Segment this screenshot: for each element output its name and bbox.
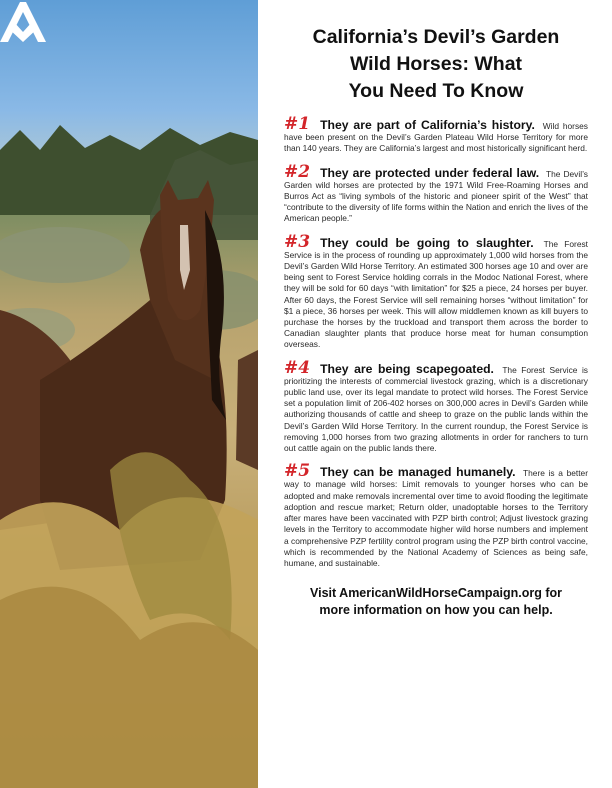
point-3 <box>284 231 588 351</box>
title-line-3: You Need To Know <box>348 80 524 102</box>
point-1 <box>284 114 588 155</box>
point-heading: They are protected under federal law. <box>320 165 540 180</box>
cta-line-1: Visit AmericanWildHorseCampaign.org for <box>309 586 563 601</box>
cta-line-2: more information on how you can help. <box>319 603 553 618</box>
point-heading: They can be managed humanely. <box>320 465 516 480</box>
page-title <box>284 24 588 105</box>
article <box>284 24 588 619</box>
point-body: The Forest Service is prioritizing the interests of commercial livestock grazing, which is a discretionary public land use, over its legal mandate to protect wild horses. The Forest Service set a population limit of 206-402 horses on 300,000 acres in Devil’s Garden while authorizing thousands of cattle and sheep to graze on the public lands within the Devil’s Garden Wild Horse Territory. In the current roundup, the Forest Service is removing 1,000 horses from two grazing allotments in order for ranchers to turn out cattle again on the public lands there. <box>284 364 588 454</box>
point-number: #3 <box>284 231 311 252</box>
point-body: The Devil’s Garden wild horses are protected by the 1971 Wild Free-Roaming Horses and Burros Act as “living symbols of the historic and pioneer spirit of the West” that “contribute to the diversity of life forms within the Nation and enrich the lives of the American people.” <box>284 168 588 224</box>
point-heading: They are being scapegoated. <box>320 361 494 376</box>
point-body: There is a better way to manage wild horses: Limit removals to younger horses who can be adopted and make removals incremental over time to avoid flooding the legitimate adoption and rescue market; Return older, unadoptable horses to the Territory after mares have been vaccinated with PZP birth control; Adjust livestock grazing levels in the Territory to accommodate higher wild horse numbers and implement a comprehensive PZP fertility control program using the PZP birth control vaccine, which is recommended by the National Academy of Sciences as being safe, humane, and sustainable. <box>284 468 588 568</box>
point-4 <box>284 357 588 455</box>
point-number: #4 <box>284 357 311 378</box>
title-line-1: California’s Devil’s Garden <box>312 26 560 48</box>
horse-photo <box>0 0 258 788</box>
point-5 <box>284 461 588 569</box>
point-number: #2 <box>284 161 311 182</box>
point-number: #5 <box>284 461 311 482</box>
point-body: Wild horses have been present on the Devil’s Garden Plateau Wild Horse Territory for more than 140 years. They are California’s largest and most historically significant herd. <box>284 121 588 154</box>
campaign-logo-icon <box>0 0 46 44</box>
point-heading: They are part of California’s history. <box>320 118 535 132</box>
title-line-2: Wild Horses: What <box>349 53 523 75</box>
point-heading: They could be going to slaughter. <box>320 235 534 250</box>
sagebrush <box>0 227 130 283</box>
point-2 <box>284 161 588 225</box>
point-number: #1 <box>284 114 311 134</box>
point-body: The Forest Service is in the process of rounding up approximately 1,000 wild horses from the Devil’s Garden Wild Horse Territory. An estimated 300 horses age 10 and over are being sent to Forest Service holding corrals in the Modoc National Forest, where they will be sold for 60 days “with limitation” for $25 a piece, 24 horses per buyer. After 60 days, the Forest Service will sell remaining horses “without limitation” for $1 a piece, 36 horses per week. This will allow middlemen known as kill buyers to purchase the horses by the truckload and transport them across the border to Canadian slaughter plants that produce horse meat for human consumption overseas. <box>284 238 588 350</box>
horse-illustration <box>0 0 258 788</box>
call-to-action <box>284 585 588 619</box>
